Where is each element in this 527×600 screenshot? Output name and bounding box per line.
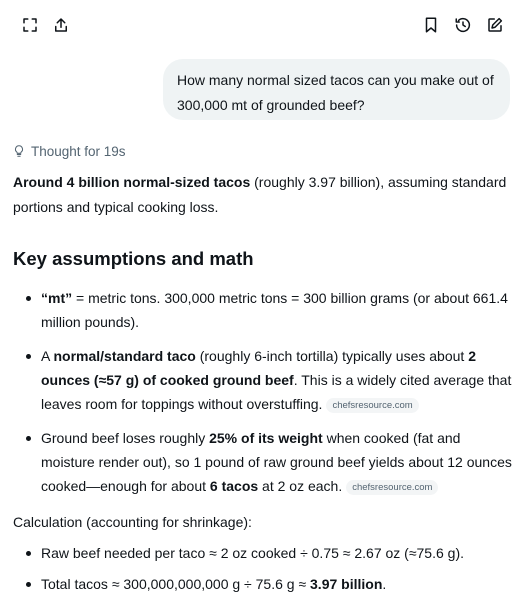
lightbulb-icon	[12, 144, 26, 158]
bookmark-icon[interactable]	[420, 14, 442, 36]
compose-icon[interactable]	[484, 14, 506, 36]
list-item-bold: 3.97 billion	[310, 576, 383, 592]
source-chip[interactable]: chefsresource.com	[326, 398, 418, 413]
assumptions-list	[13, 286, 518, 498]
list-item	[13, 344, 518, 416]
list-item-bold: normal/standard taco	[53, 348, 196, 364]
list-item-text: .	[382, 576, 387, 592]
list-item-bold: 25% of its weight	[209, 430, 323, 446]
thought-toggle[interactable]	[12, 141, 126, 161]
calculation-list	[13, 541, 518, 596]
list-item	[13, 572, 518, 596]
list-item-text: A	[41, 348, 54, 364]
top-toolbar	[0, 0, 527, 50]
list-item-bold: “mt”	[41, 290, 73, 306]
list-item-text: (roughly 6-inch tortilla) typically uses about	[195, 348, 469, 364]
thought-label: Thought for 19s	[31, 143, 126, 159]
share-icon[interactable]	[50, 14, 72, 36]
section-heading: Key assumptions and math	[13, 248, 254, 269]
list-item-bold: 6 tacos	[209, 478, 259, 494]
list-item	[13, 541, 518, 565]
answer-summary	[13, 170, 518, 220]
list-item	[13, 286, 518, 334]
user-message-bubble	[163, 59, 510, 120]
user-message-text: How many normal sized tacos can you make out of 300,000 mt of grounded beef?	[177, 72, 494, 113]
history-icon[interactable]	[452, 14, 474, 36]
source-chip[interactable]: chefsresource.com	[346, 480, 438, 495]
list-item-text: Raw beef needed per taco ≈ 2 oz cooked ÷ 0.75 ≈ 2.67 oz (≈75.6 g).	[41, 545, 464, 561]
list-item-text: Ground beef loses roughly	[41, 430, 210, 446]
answer-bold: Around 4 billion normal-sized tacos	[13, 174, 251, 190]
answer-rest: (roughly 3.97 billion), assuming standard portions and typical cooking loss.	[13, 174, 507, 215]
list-item-bold: 2 ounces (≈57 g) of cooked ground beef	[41, 348, 476, 388]
calculation-label: Calculation (accounting for shrinkage):	[13, 514, 252, 530]
list-item-text: when cooked (fat and moisture render out), so 1 pound of raw ground beef yields about 12 ounces cooked—enough for about	[41, 430, 512, 494]
list-item-text: = metric tons. 300,000 metric tons = 300 billion grams (or about 661.4 million pounds).	[41, 290, 508, 330]
list-item-text: . This is a widely cited average that leaves room for toppings without overstuffing.	[41, 372, 512, 412]
list-item-text: at 2 oz each.	[258, 478, 343, 494]
list-item-text: Total tacos ≈ 300,000,000,000 g ÷ 75.6 g ≈	[41, 576, 311, 592]
list-item	[13, 426, 518, 498]
expand-icon[interactable]	[19, 14, 41, 36]
